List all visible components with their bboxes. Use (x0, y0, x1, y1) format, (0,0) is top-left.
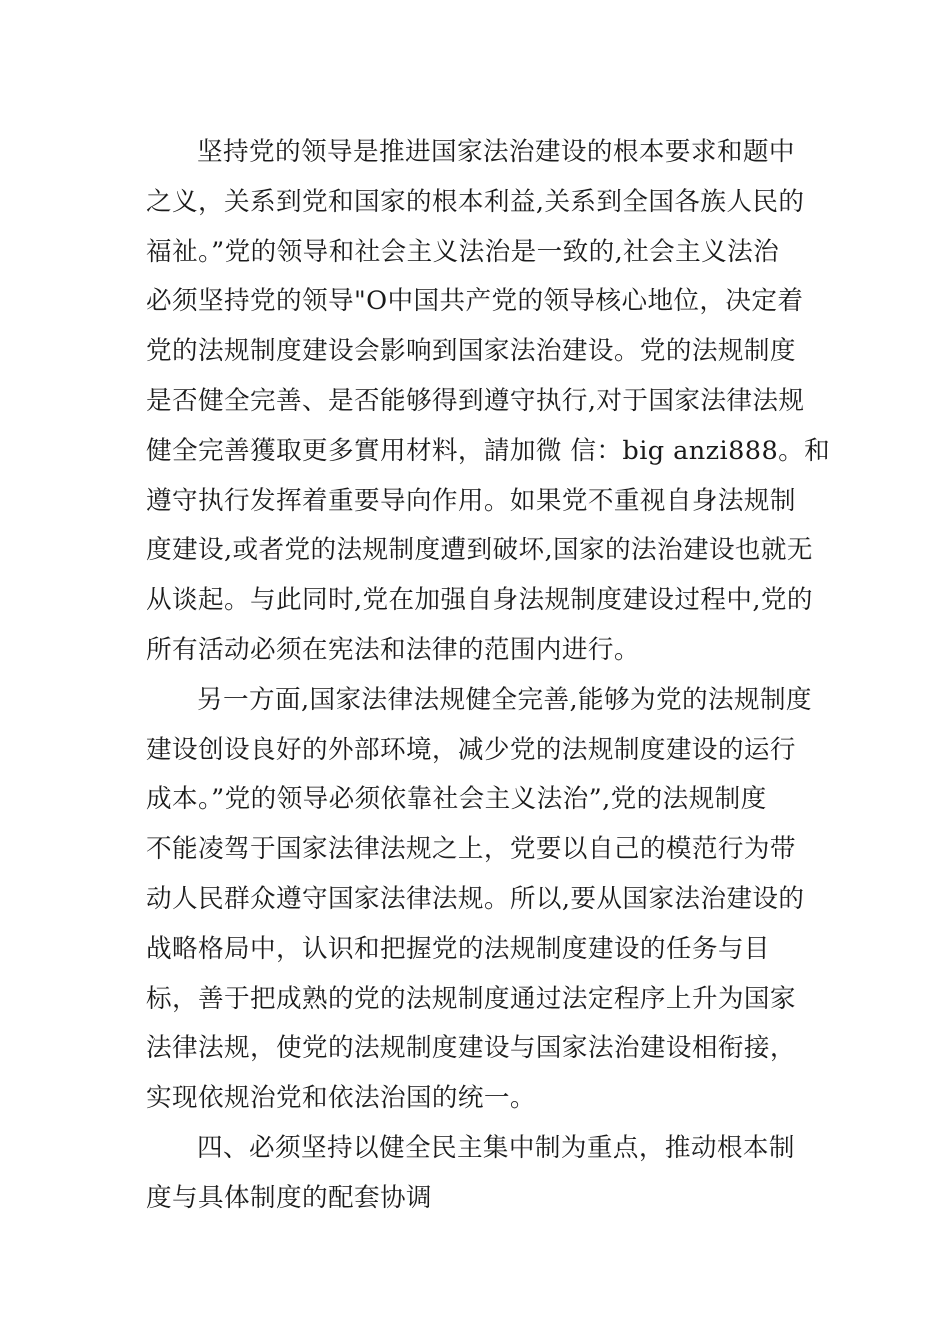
paragraph-1-line-2: 之义，关系到党和国家的根本利益,关系到全国各族人民的 (146, 186, 805, 217)
section-heading-line-1: 四、必须坚持以健全民主集中制为重点，推动根本制 (197, 1132, 795, 1163)
paragraph-2-line-4: 不能凌驾于国家法律法规之上，党要以自己的模范行为带 (146, 834, 796, 865)
paragraph-1-line-10: 从谈起。与此同时,党在加强自身法规制度建设过程中,党的 (146, 585, 813, 616)
paragraph-2-line-2: 建设创设良好的外部环境，减少党的法规制度建设的运行 (146, 734, 796, 765)
paragraph-1-line-11: 所有活动必须在宪法和法律的范围内进行。 (146, 634, 640, 665)
document-body (146, 128, 831, 1224)
paragraph-1-line-3: 福祉。”党的领导和社会主义法治是一致的,社会主义法治 (146, 236, 780, 267)
section-heading-line-2: 度与具体制度的配套协调 (146, 1182, 432, 1213)
paragraph-1-line-1: 坚持党的领导是推进国家法治建设的根本要求和题中 (197, 137, 795, 167)
paragraph-2-line-5: 动人民群众遵守国家法律法规。所以,要从国家法治建设的 (146, 883, 805, 914)
paragraph-2-line-3: 成本。”党的领导必须依靠社会主义法治”,党的法规制度 (146, 784, 767, 815)
paragraph-1-line-5: 党的法规制度建设会影响到国家法治建设。党的法规制度 (146, 336, 796, 367)
paragraph-2-line-1: 另一方面,国家法律法规健全完善,能够为党的法规制度 (197, 684, 812, 715)
paragraph-1-line-6: 是否健全完善、是否能够得到遵守执行,对于国家法律法规 (146, 385, 805, 416)
paragraph-2-line-7: 标，善于把成熟的党的法规制度通过法定程序上升为国家 (146, 983, 796, 1014)
paragraph-2-line-8: 法律法规，使党的法规制度建设与国家法治建设相衔接， (146, 1033, 796, 1064)
paragraph-2-line-6: 战略格局中，认识和把握党的法规制度建设的任务与目 (146, 933, 770, 964)
paragraph-1-line-4: 必须坚持党的领导"O中国共产党的领导核心地位，决定着 (146, 286, 804, 317)
paragraph-1-line-7: 健全完善獲取更多實用材料，請加微 信：big anzi888。和 (146, 435, 831, 466)
paragraph-1-line-9: 度建设,或者党的法规制度遭到破坏,国家的法治建设也就无 (146, 535, 813, 566)
paragraph-2-line-9: 实现依规治党和依法治国的统一。 (146, 1083, 536, 1114)
paragraph-1-line-8: 遵守执行发挥着重要导向作用。如果党不重视自身法规制 (146, 485, 796, 516)
